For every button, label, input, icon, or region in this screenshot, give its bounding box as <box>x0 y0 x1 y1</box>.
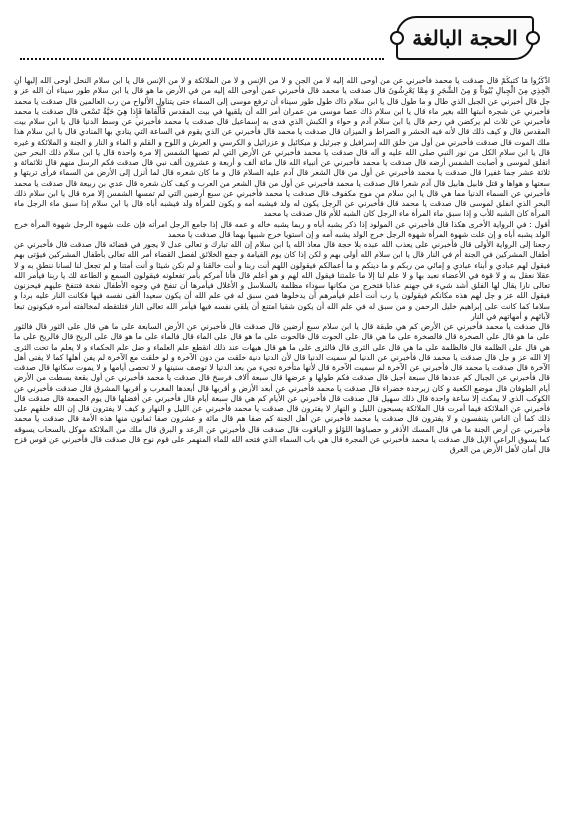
paragraph-4: قال صدقت يا محمد فأخبرني عن الأرض كم هي طبقة قال يا ابن سلام سبع أرضين قال صدقت قال فأخبرني عن الأرض السابعة على ما هي قال على الثور قال فالثور على ما هو قال على الصخرة قال فالصخرة على ما هي قال على الحوت قال فالحوت على ما هو قال على الماء قال فالماء على ما هو قال على الريح قال فالريح على ما هي قال على الظلمة قال فالظلمة على ما هي قال على الثرى قال فالثرى على ما هو قال هيهات عند ذلك انقطع علم العلماء و ضل علم الحكماء و لا يعلم ما تحت الثرى إلا الله عز و جل قال صدقت يا محمد قال فأخبرني عن الدنيا لم سميت الدنيا قال لأن الدنيا دنية خلقت من دون الآخرة و لو خلقت مع الآخرة لم يفن أهلها كما لا يفنى أهل الآخرة قال صدقت يا محمد قال فأخبرني عن الآخرة لم سميت الآخرة قال لأنها متأخرة تجيء من بعد الدنيا لا توصف سنينها و لا تحصى أيامها و لا يموت سكانها قال صدقت قال فأخبرني عن الجبال كم عددها قال سبعة أجبل قال صدقت فكم طولها و عرضها قال سبعة آلاف فرسخ قال صدقت يا محمد فأخبرني عن أول بقعة بسطت من الأرض أيام الطوفان قال موضع الكعبة و كان زبرجدة خضراء قال صدقت يا محمد فأخبرني عن أبعد الأرض و أقربها قال أبعدها المغرب و أقربها المشرق قال صدقت فأخبرني عن الكوكب الذي لا يمكث إلا ساعة واحدة قال ذلك سهيل قال صدقت قال فأخبرني عن الأيام كم هي قال سبعة أيام قال فأخبرني عن أفضلها قال يوم الجمعة قال صدقت قال فأخبرني عن الملائكة فيما أمرت قال الملائكة يسبحون الليل و النهار لا يفترون قال صدقت يا محمد فأخبرني عن الليل و النهار و كيف لا يفترون قال إن الله خلقهم على ذلك كما أن الناس يتنفسون و لا يفترون قال صدقت يا محمد فأخبرني عن أهل الجنة كم صفا هم قال مائة و عشرون صفا ثمانون منها هذه الأمة قال صدقت يا محمد فأخبرني عن أرض الجنة ما هي قال المسك الأذفر و حصباؤها اللؤلؤ و الياقوت قال صدقت قال فأخبرني عن الرعد و البرق قال ملك من الملائكة موكل بالسحاب يسوقه كما يسوق الراعي الإبل قال صدقت يا محمد فأخبرني عن المجرة قال هي باب السماء الذي فتحه الله للماء المنهمر على قوم نوح قال صدقت قال فأخبرني عن قوس قزح قال أمان لأهل الأرض من الغرق <box>14 322 550 454</box>
book-title-banner <box>396 16 534 60</box>
header-dotted-rule <box>20 58 384 60</box>
body-text <box>14 76 550 814</box>
paragraph-2: أقول : في الرواية الأخرى هكذا قال فأخبرني عن المولود إذا ذكر يشبه أباه و ربما يشبه خاله و عمه قال إذا جامع الرجل امرأته فإن علت شهوة الرجل شهوة المرأة خرج الولد يشبه أباه و إن علت شهوة المرأة شهوة الرجل خرج الولد يشبه أمه و إن استويا خرج شبيها بهما قال صدقت يا محمد <box>14 219 550 239</box>
paragraph-3: رجعنا إلى الرواية الأولى قال فأخبرني على يعذب الله عبده بلا حجة قال معاذ الله يا ابن سلام إن الله تبارك و تعالى عدل لا يجور في قضائه قال صدقت قال فأخبرني عن أطفال المشركين في الجنة أم في النار قال يا ابن سلام الله أولى بهم و لكن إذا كان يوم القيامة و جمع الخلائق لفصل القضاء أمر الله تعالى بأطفال المشركين فيؤتى بهم فيقول لهم عبادي و أبناء عبادي و إمائي من ربكم و ما دينكم و ما أعمالكم فيقولون اللهم أنت ربنا و أنت خالقنا و لم نكن شيئا و أنت أمتنا و لم تجعل لنا لسانا ننطق به و لا عقلا نعقل به و لا قوة في الأعضاء نعبد بها و لا علم لنا إلا ما علمتنا فيقول الله لهم و هو أعلم قال فأنا آمركم بأمر تفعلونه فيقولون السمع و الطاعة لك يا ربنا فيأمر الله تعالى نارا يقال لها الفلق أشد شيء في جهنم عذابا فتخرج من مكانها سوداء مظلمة بالسلاسل و الأغلال فيأمرها أن تنفخ في وجوه الأطفال نفخة فتنفخ عليهم فيحزنون فيقول الله عز و جل لهم هذه مكانكم فيقولون يا رب أنت أعلم فيأمرهم أن يدخلوها فمن سبق له في علم الله أن يكون سعيدا ألقى نفسه فيها فكانت النار عليه بردا و سلاما كما كانت على إبراهيم خليل الرحمن و من سبق له في علم الله أن يكون شقيا امتنع أن يلقي نفسه فيها فيأمر الله تعالى النار فتلتقطه لمخالفته أمره فيكونون تبعا لآبائهم و أمهاتهم في النار <box>14 240 550 321</box>
paragraph-1: اذْكُرُوا مَا كتبكُمْ قال صدقت يا محمد فأخبرني عن من أوحى الله إليه لا من الجن و لا من الإنس و لا من الملائكة و لا من الإنس قال يا ابن سلام النحل أوحى الله إليها أَنِ اتَّخِذِي مِنَ الْجِبالِ بُيُوتاً وَ مِنَ الشَّجَرِ وَ مِمَّا يَعْرِشُونَ قال صدقت يا محمد قال فأخبرني عمن أوحى الله إليه من في الأرض ما هو قال يا ابن سلام طور سيناء أن الله عز و جل قال أخبرني عن الجبل الذي طال و ما طول قال يا ابن سلام ذاك طول طور سيناء أن ترفع موسى إلى السماء حتى يتناول الألواح من رب العالمين قال صدقت يا محمد فأخبرني عن شجرة أنبتها الله بغير ماء قال يا ابن سلام ذاك عصا موسى من عمران أمر الله أن يلقيها في بيت المقدس فَأَلْقاها فَإِذا هِيَ حَيَّةٌ تَسْعى قال صدقت يا محمد فأخبرني عن ثلاث لم يركضن في رحم قال يا ابن سلام آدم و حواء و الكبش الذي فدى به إسماعيل قال صدقت يا محمد فأخبرني عن وسط الدنيا قال يا ابن سلام بيت المقدس قال و كيف ذلك قال لأنه فيه الحشر و الصراط و الميزان قال صدقت يا محمد قال فأخبرني عن الذي يقوم في الساعة التي ينادي بها المنادي قال يا ابن سلام هذا ملك الموت قال صدقت فأخبرني من أول من خلق الله إسرافيل و جبرئيل و ميكائيل و عزرائيل و الكرسي و العرش و اللوح و القلم و الماء و النار و الجنة و الملائكة و غيره قال يا ابن سلام الكل من نور النبي صلى الله عليه و آله قال صدقت يا محمد فأخبرني عن الأرض التي لم تصبها الشمس إلا مرة واحدة قال يا ابن سلام ذلك البحر حين انفلق لموسى و أصابت الشمس أرضه قال صدقت يا محمد فأخبرني عن أنبياء الله قال مائة ألف و أربعة و عشرون ألف نبي قال صدقت فكم الرسل منهم قال ثلاثمائة و ثلاثة عشر جما غفيرا قال صدقت يا محمد فأخبرني عن أول من قال الشعر قال آدم عليه السلام قال و ما كان شعره قال لما أنزل إلى الأرض من السماء فرأى تربتها و سعتها و هواها و قتل قابيل هابيل قال آدم شعرا قال صدقت يا محمد فأخبرني عن أول من قال الشعر من العرب و كيف كان شعره قال عدي بن ربيعة قال صدقت يا محمد فأخبرني عن السماء الدنيا مما هي قال يا ابن سلام من موج مكفوف قال صدقت يا محمد فأخبرني عن سبع أرضين التي لم تمسها الشمس إلا مرة قال يا ابن سلام ذلك البحر الذي انفلق لموسى قال صدقت يا محمد قال فأخبرني عن الرجل يكون له ولد فيشبه أمه و يكون للمرأة ولد فيشبه أباه قال يا ابن سلام إذا سبق ماء الرجل ماء المرأة كان الشبه للأب و إذا سبق ماء المرأة ماء الرجل كان الشبه للأم قال صدقت يا محمد <box>14 76 550 219</box>
page-header <box>20 8 544 68</box>
book-title: الحجة البالغة <box>412 26 518 50</box>
